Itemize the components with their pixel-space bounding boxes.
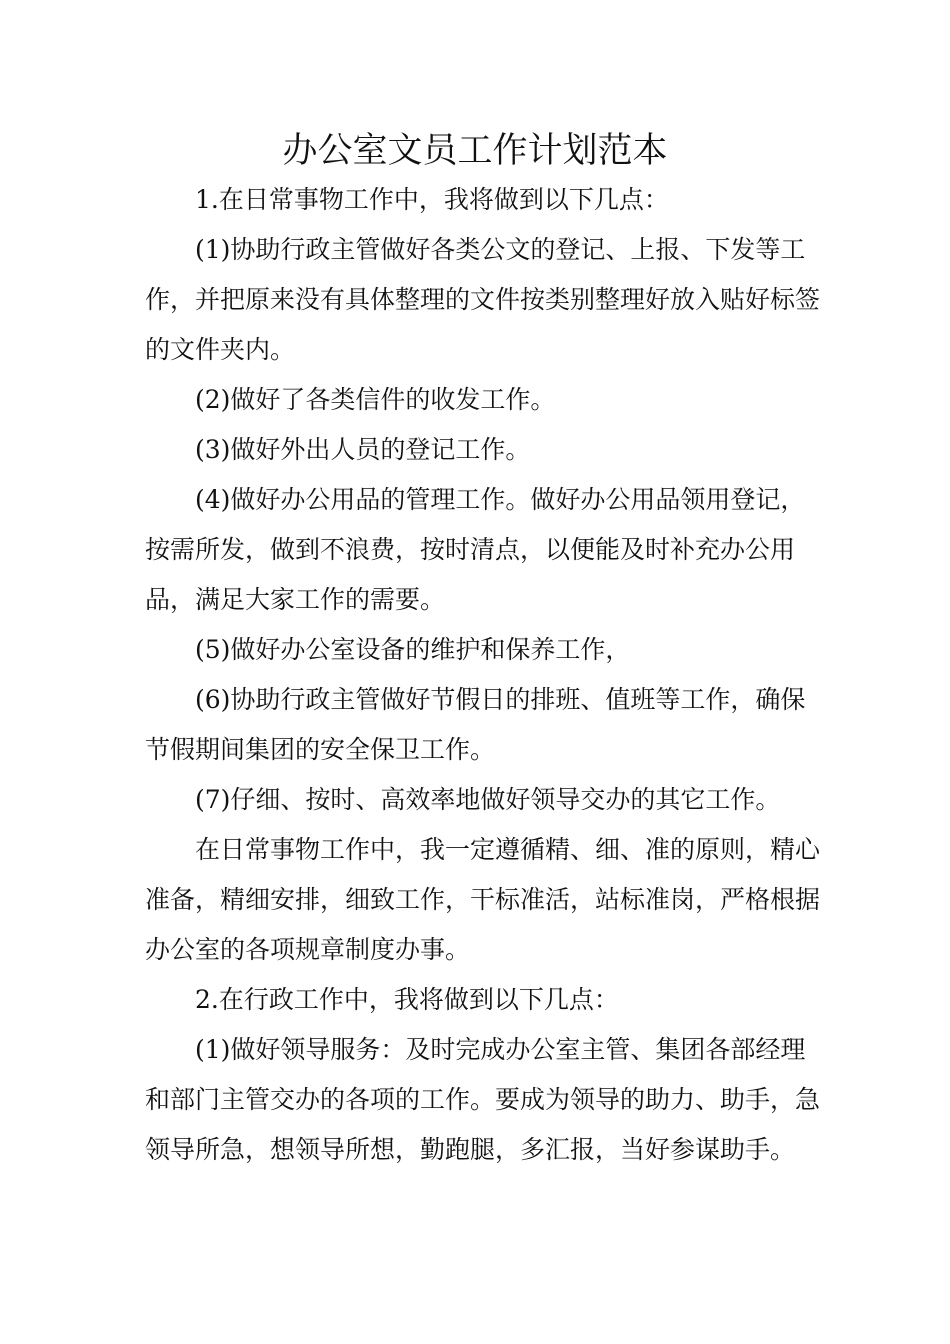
paragraph-item-2-1: (1)做好领导服务：及时完成办公室主管、集团各部经理和部门主管交办的各项的工作。要成为领导的助力、助手，急领导所急，想领导所想，勤跑腿，多汇报，当好参谋助手。 [145,1035,821,1164]
paragraph-section-1-heading: 1.在日常事物工作中，我将做到以下几点： [195,185,669,214]
document-body [145,175,825,1175]
paragraph-section-2-heading: 2.在行政工作中，我将做到以下几点： [195,985,619,1014]
paragraph-item-1-6: (6)协助行政主管做好节假日的排班、值班等工作，确保节假期间集团的安全保卫工作。 [145,685,806,764]
paragraph-item-1-1: (1)协助行政主管做好各类公文的登记、上报、下发等工作，并把原来没有具体整理的文件按类别整理好放入贴好标签的文件夹内。 [145,235,821,364]
paragraph-item-1-2: (2)做好了各类信件的收发工作。 [195,385,556,414]
paragraph-item-1-5: (5)做好办公室设备的维护和保养工作， [195,635,631,664]
document-title: 办公室文员工作计划范本 [282,131,668,171]
paragraph-item-1-7: (7)仔细、按时、高效率地做好领导交办的其它工作。 [195,785,781,814]
paragraph-summary-1: 在日常事物工作中，我一定遵循精、细、准的原则，精心准备，精细安排，细致工作，干标准活，站标准岗，严格根据办公室的各项规章制度办事。 [145,835,821,964]
paragraph-item-1-4: (4)做好办公用品的管理工作。做好办公用品领用登记，按需所发，做到不浪费，按时清点，以便能及时补充办公用品，满足大家工作的需要。 [145,485,806,614]
paragraph-item-1-3: (3)做好外出人员的登记工作。 [195,435,531,464]
